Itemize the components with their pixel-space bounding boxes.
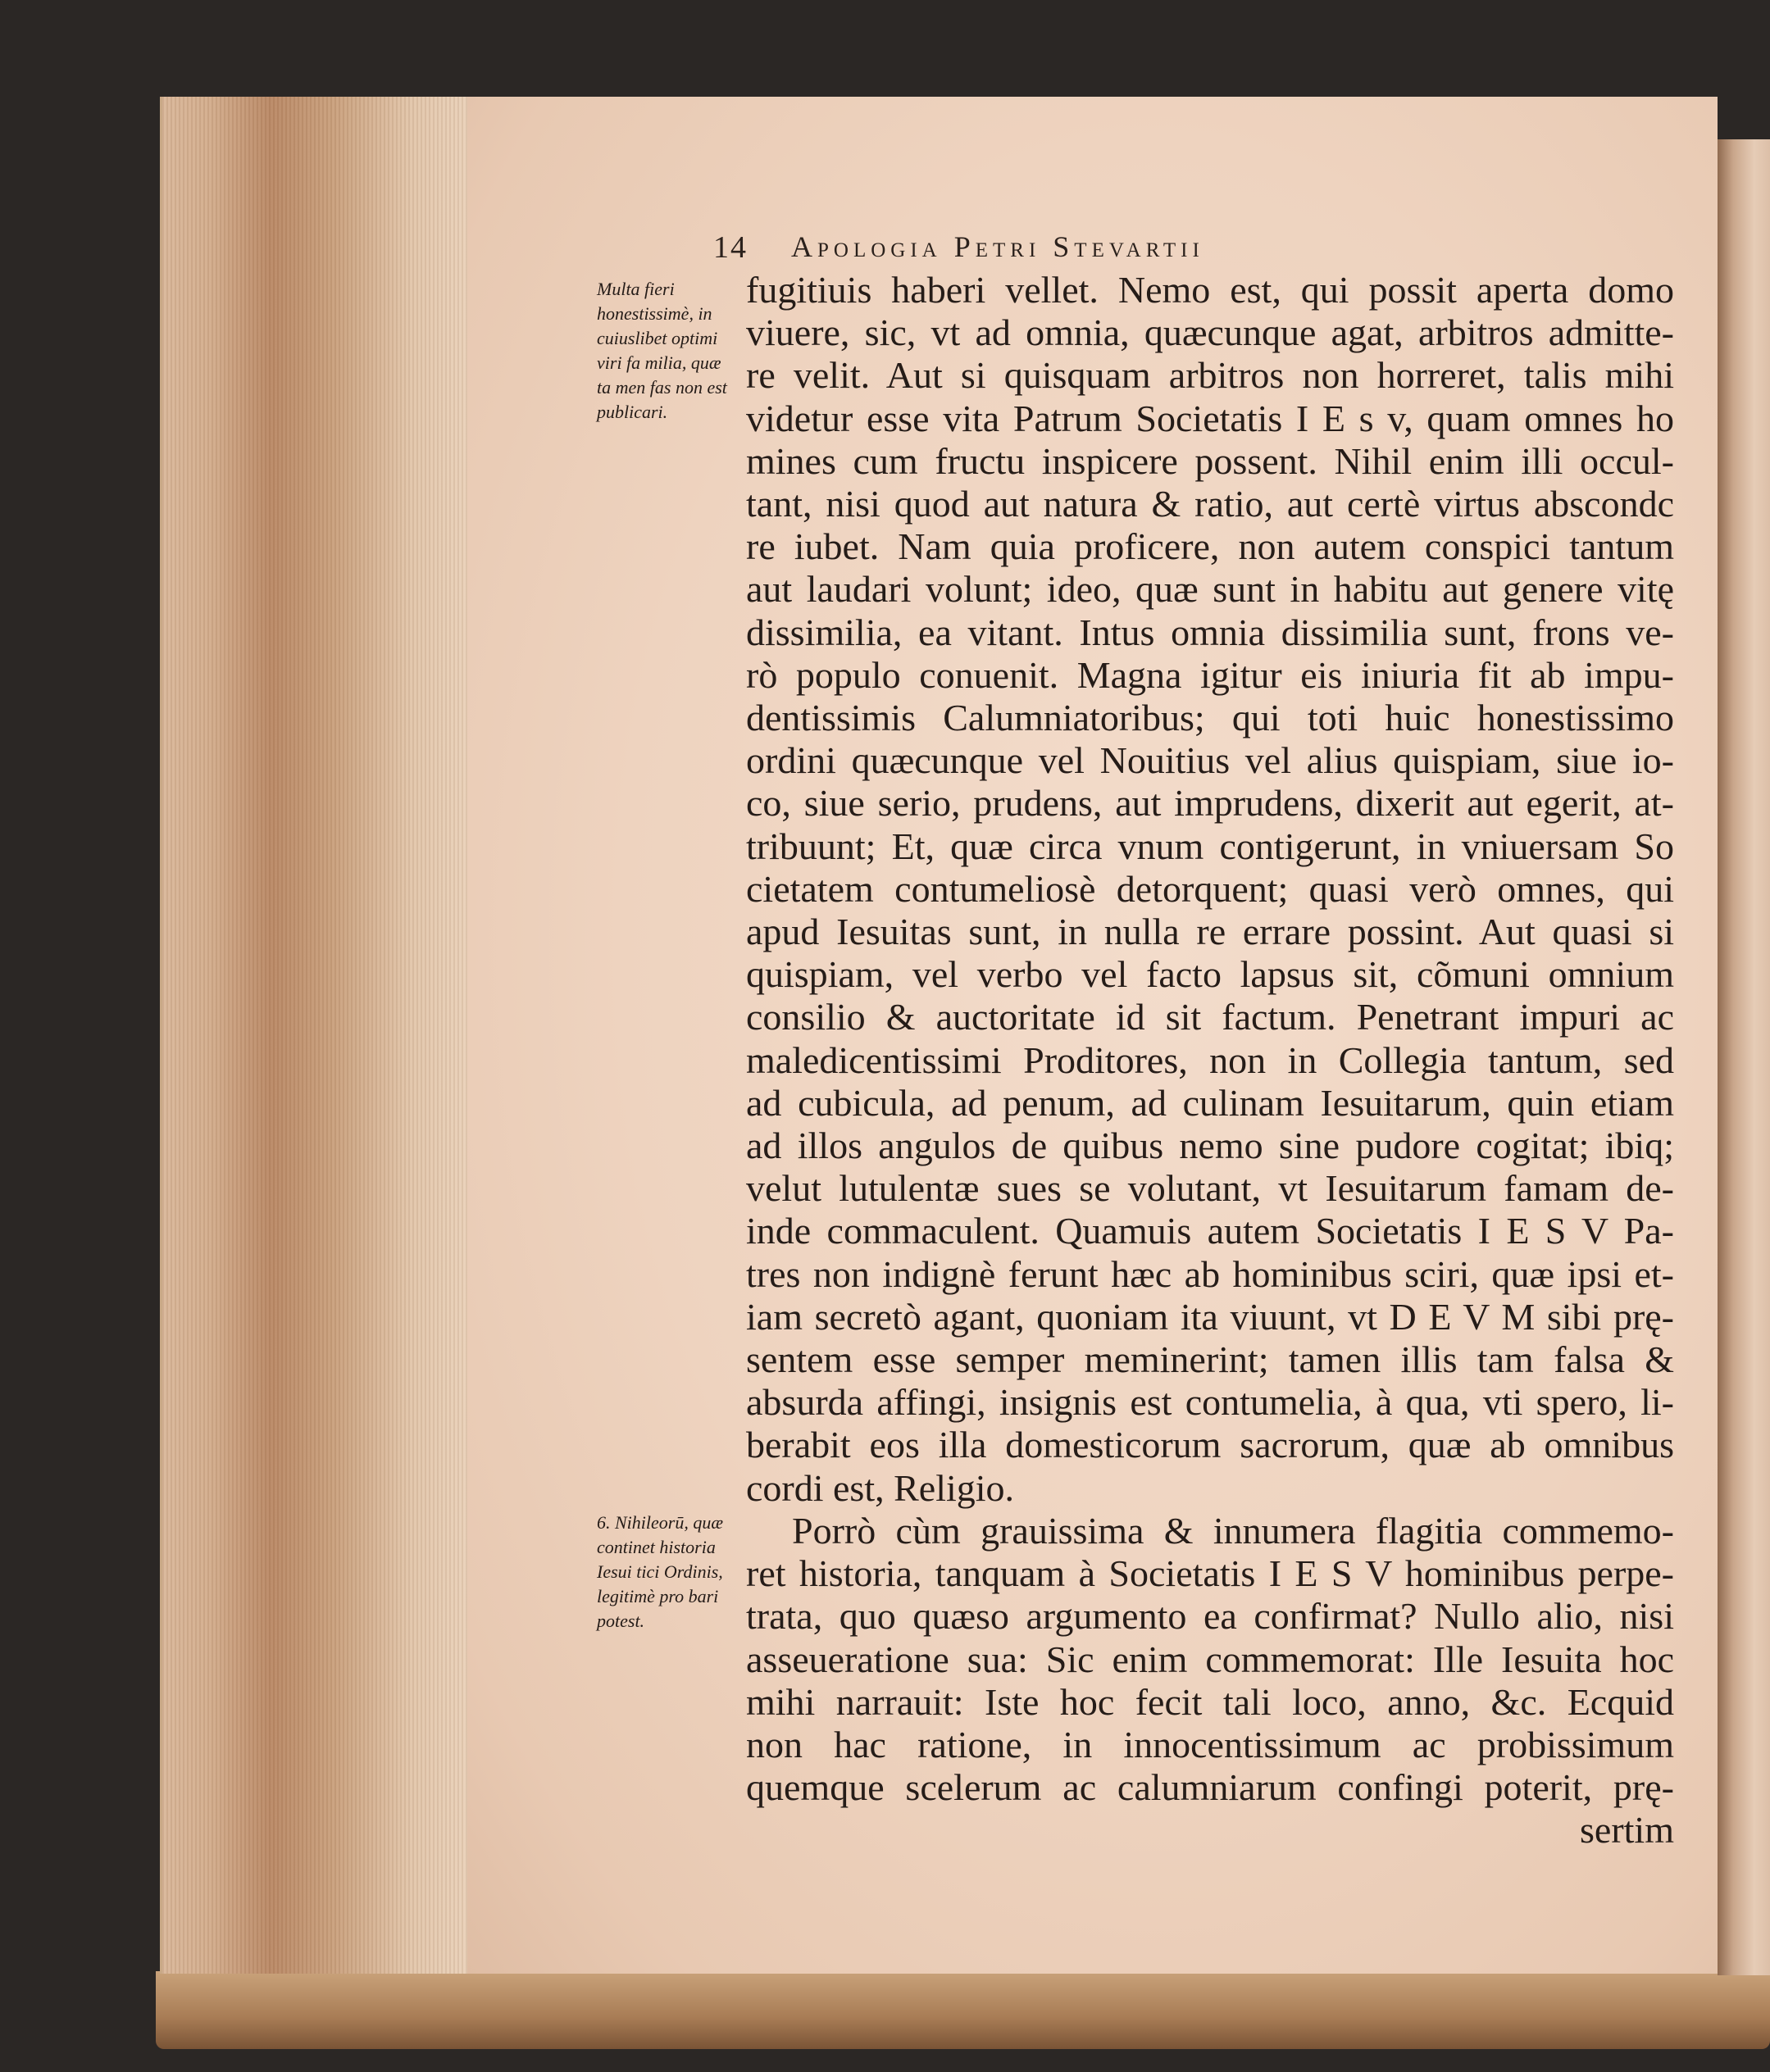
- running-head: [713, 229, 1648, 266]
- text-line: aut laudari volunt; ideo, quæ sunt in habitu aut genere vitę: [746, 568, 1674, 611]
- text-line: velut lutulentæ sues se volutant, vt Iesuitarum famam de-: [746, 1167, 1674, 1210]
- text-line: asseueratione sua: Sic enim commemorat: Ille Iesuita hoc: [746, 1638, 1674, 1680]
- text-line: non hac ratione, in innocentissimum ac probissimum: [746, 1723, 1674, 1765]
- text-line: inde commaculent. Quamuis autem Societatis I E S V Pa-: [746, 1210, 1674, 1252]
- text-line: ret historia, tanquam à Societatis I E S V hominibus perpe-: [746, 1552, 1674, 1595]
- text-line: re velit. Aut si quisquam arbitros non horreret, talis mihi: [746, 354, 1674, 397]
- text-line: cietatem contumeliosè detorquent; quasi verò omnes, qui: [746, 867, 1674, 910]
- page-number: 14: [713, 230, 748, 265]
- text-line: consilio & auctoritate id sit factum. Penetrant impuri ac: [746, 996, 1674, 1038]
- text-line: ordini quæcunque vel Nouitius vel alius quispiam, siue io-: [746, 739, 1674, 782]
- running-title: Apologia Petri Stevartii: [791, 230, 1204, 263]
- text-line: viuere, sic, vt ad omnia, quæcunque agat, arbitros admitte-: [746, 311, 1674, 354]
- text-line: tres non indignè ferunt hæc ab hominibus sciri, quæ ipsi et-: [746, 1252, 1674, 1295]
- text-line: mihi narrauit: Iste hoc fecit tali loco, anno, &c. Ecquid: [746, 1680, 1674, 1723]
- catchword: sertim: [1580, 1809, 1674, 1852]
- text-line: quispiam, vel verbo vel facto lapsus sit, cõmuni omnium: [746, 953, 1674, 996]
- text-line: rò populo conuenit. Magna igitur eis iniuria fit ab impu-: [746, 653, 1674, 696]
- text-line: videtur esse vita Patrum Societatis I E s v, quam omnes ho: [746, 397, 1674, 439]
- text-line: fugitiuis haberi vellet. Nemo est, qui possit aperta domo: [746, 269, 1674, 311]
- text-line: berabit eos illa domesticorum sacrorum, quæ ab omnibus: [746, 1424, 1674, 1466]
- body-text: [746, 269, 1674, 1852]
- margin-note-1: Multa fieri honestissimè, in cuiuslibet optimi viri fa milia, quæ ta men fas non est publicari.: [597, 279, 727, 422]
- text-line: mines cum fructu inspicere possent. Nihil enim illi occul-: [746, 439, 1674, 482]
- text-line: maledicentissimi Proditores, non in Collegia tantum, sed: [746, 1038, 1674, 1081]
- text-line: apud Iesuitas sunt, in nulla re errare possint. Aut quasi si: [746, 911, 1674, 953]
- text-line: quemque scelerum ac calumniarum confingi poterit, prę-: [746, 1766, 1674, 1809]
- text-line: re iubet. Nam quia proficere, non autem conspici tantum: [746, 525, 1674, 568]
- text-line: tant, nisi quod aut natura & ratio, aut certè virtus abscondc: [746, 483, 1674, 525]
- margin-note-2: 6. Nihileorū, quæ continet historia Iesui tici Ordinis, legitimè pro bari potest.: [597, 1512, 724, 1631]
- page-fore-edges: [160, 97, 474, 1974]
- text-line: tribuunt; Et, quæ circa vnum contigerunt, in vniuersam So: [746, 825, 1674, 867]
- text-line: co, siue serio, prudens, aut imprudens, dixerit aut egerit, at-: [746, 782, 1674, 825]
- text-line: dentissimis Calumniatoribus; qui toti huic honestissimo: [746, 697, 1674, 739]
- text-line: cordi est, Religio.: [746, 1466, 1015, 1509]
- text-line: Porrò cùm grauissima & innumera flagitia commemo-: [792, 1509, 1674, 1552]
- text-line: sentem esse semper meminerint; tamen illis tam falsa &: [746, 1338, 1674, 1381]
- text-line: ad cubicula, ad penum, ad culinam Iesuitarum, quin etiam: [746, 1081, 1674, 1124]
- facing-page-edge: [1718, 139, 1770, 1975]
- book-cover-edge: [156, 1971, 1770, 2049]
- text-line: trata, quo quæso argumento ea confirmat? Nullo alio, nisi: [746, 1595, 1674, 1638]
- text-line: absurda affingi, insignis est contumelia, à qua, vti spero, li-: [746, 1381, 1674, 1424]
- text-line: ad illos angulos de quibus nemo sine pudore cogitat; ibiq;: [746, 1125, 1674, 1167]
- text-line: dissimilia, ea vitant. Intus omnia dissimilia sunt, frons ve-: [746, 611, 1674, 653]
- text-line: iam secretò agant, quoniam ita viuunt, vt D E V M sibi prę-: [746, 1295, 1674, 1338]
